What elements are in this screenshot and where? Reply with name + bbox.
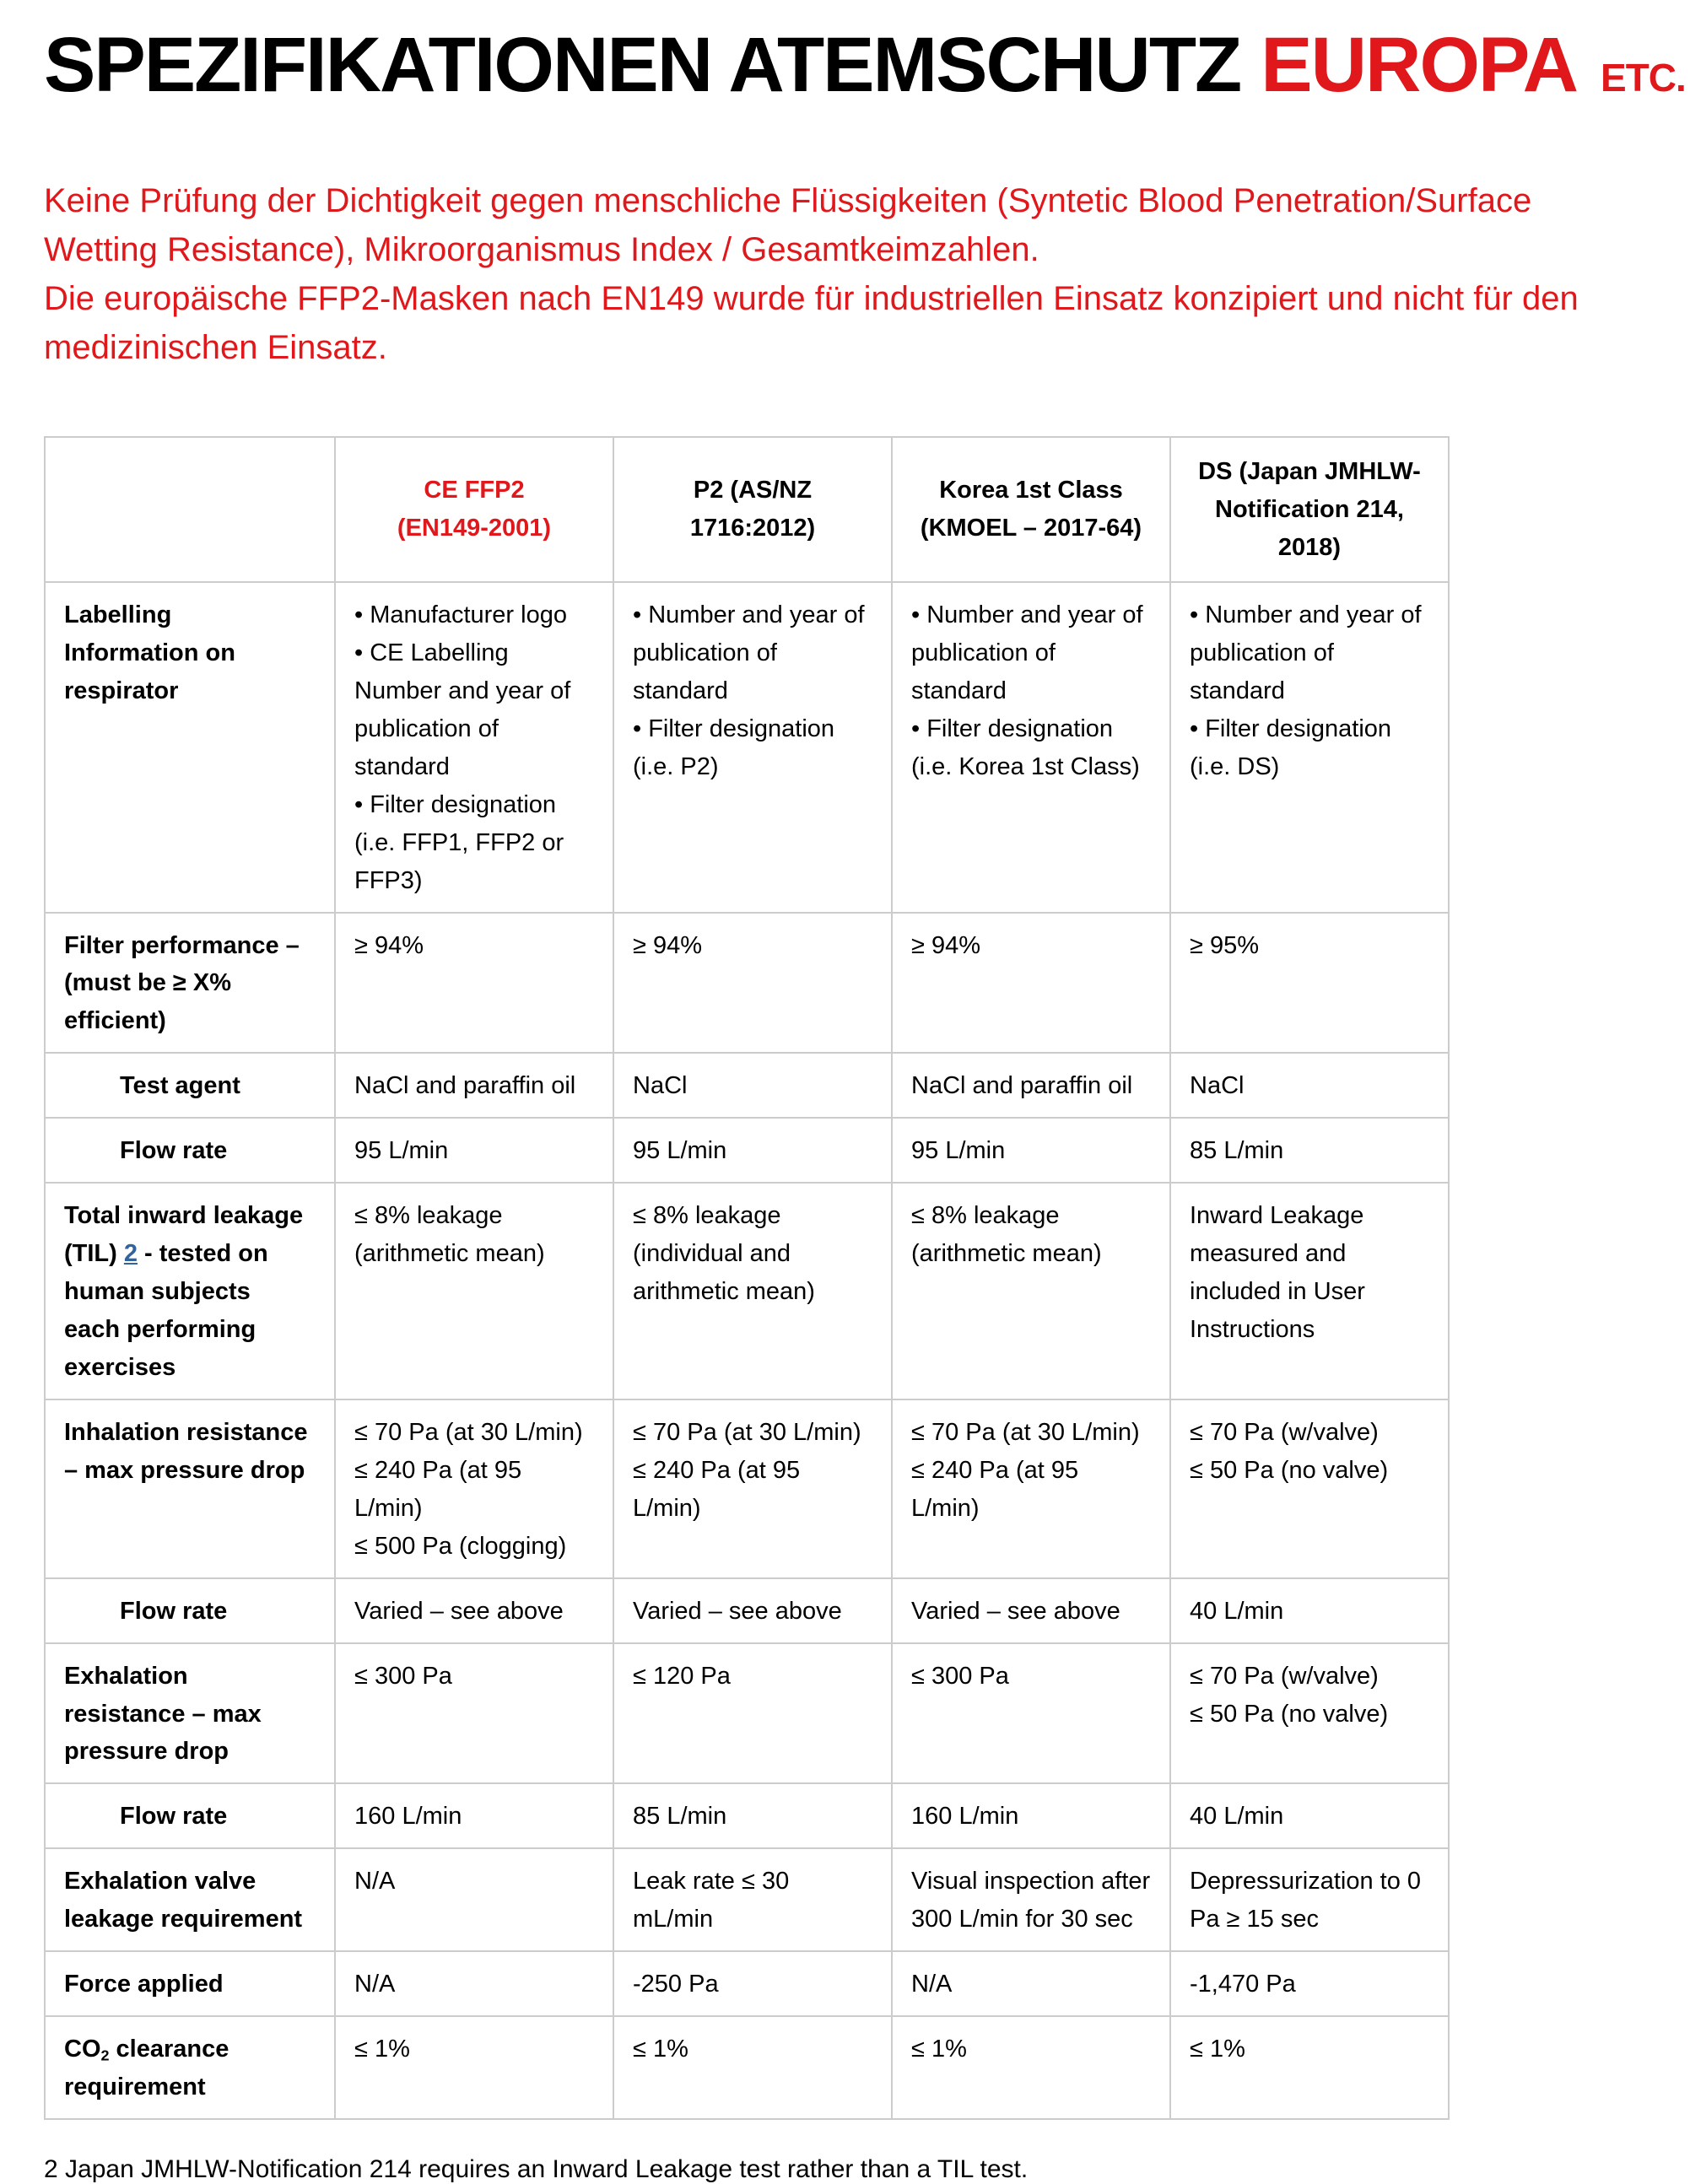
page-title xyxy=(44,22,1686,109)
table-cell: 160 L/min xyxy=(892,1783,1170,1848)
table-cell: ≤ 1% xyxy=(335,2016,613,2119)
page-title-suffix: ETC. xyxy=(1601,56,1686,100)
row-label-text: Total inward leakage (TIL) xyxy=(64,1202,304,1268)
table-row xyxy=(45,1578,1449,1643)
row-label: Filter performance – (must be ≥ X% efficient) xyxy=(45,913,335,1054)
table-cell: ≤ 70 Pa (w/valve) ≤ 50 Pa (no valve) xyxy=(1170,1643,1449,1784)
table-cell: 40 L/min xyxy=(1170,1578,1449,1643)
table-row xyxy=(45,1118,1449,1183)
table-cell: ≤ 1% xyxy=(1170,2016,1449,2119)
table-cell: ≤ 8% leakage (arithmetic mean) xyxy=(335,1183,613,1399)
table-cell: 95 L/min xyxy=(335,1118,613,1183)
table-cell: N/A xyxy=(892,1951,1170,2016)
table-cell: ≤ 120 Pa xyxy=(613,1643,892,1784)
table-cell: Visual inspection after 300 L/min for 30 sec xyxy=(892,1848,1170,1951)
table-cell: ≤ 1% xyxy=(892,2016,1170,2119)
row-label: Labelling Information on respirator xyxy=(45,582,335,913)
table-cell: ≤ 300 Pa xyxy=(335,1643,613,1784)
table-cell: 95 L/min xyxy=(613,1118,892,1183)
table-cell: ≤ 70 Pa (w/valve) ≤ 50 Pa (no valve) xyxy=(1170,1399,1449,1578)
table-cell: • Number and year of publication of standard • Filter designation (i.e. Korea 1st Class) xyxy=(892,582,1170,913)
table-cell: ≤ 300 Pa xyxy=(892,1643,1170,1784)
row-label: Test agent xyxy=(45,1053,335,1118)
table-row xyxy=(45,1848,1449,1951)
row-label-text: - tested on human subjects each performing exercises xyxy=(64,1240,268,1381)
intro-line-2: Die europäische FFP2-Masken nach EN149 wurde für industriellen Einsatz konzipiert und nicht für den medizinischen Einsatz. xyxy=(44,280,1579,367)
table-row xyxy=(45,1399,1449,1578)
table-cell: N/A xyxy=(335,1951,613,2016)
table-row xyxy=(45,1053,1449,1118)
column-header: CE FFP2 (EN149-2001) xyxy=(335,437,613,582)
table-cell: ≥ 94% xyxy=(335,913,613,1054)
table-cell: NaCl and paraffin oil xyxy=(335,1053,613,1118)
table-cell: • Number and year of publication of standard • Filter designation (i.e. P2) xyxy=(613,582,892,913)
table-cell: • Number and year of publication of standard • Filter designation (i.e. DS) xyxy=(1170,582,1449,913)
table-cell: Varied – see above xyxy=(613,1578,892,1643)
table-cell: NaCl xyxy=(1170,1053,1449,1118)
table-row xyxy=(45,1783,1449,1848)
table-row xyxy=(45,582,1449,913)
table-cell: -250 Pa xyxy=(613,1951,892,2016)
row-label: Flow rate xyxy=(45,1118,335,1183)
footnote-link-2[interactable]: 2 xyxy=(123,1240,138,1268)
footnote: 2 Japan JMHLW-Notification 214 requires an Inward Leakage test rather than a TIL test. xyxy=(44,2155,1029,2184)
table-cell: NaCl and paraffin oil xyxy=(892,1053,1170,1118)
table-cell: ≤ 1% xyxy=(613,2016,892,2119)
row-label xyxy=(45,2016,335,2119)
intro-paragraph xyxy=(44,176,1596,372)
column-header xyxy=(45,437,335,582)
row-label: Flow rate xyxy=(45,1578,335,1643)
table-cell: 40 L/min xyxy=(1170,1783,1449,1848)
table-row xyxy=(45,1951,1449,2016)
table-cell: ≥ 94% xyxy=(613,913,892,1054)
row-label: Force applied xyxy=(45,1951,335,2016)
table-cell: 95 L/min xyxy=(892,1118,1170,1183)
page-title-black: SPEZIFIKATIONEN ATEMSCHUTZ xyxy=(44,22,1241,108)
table-cell: 85 L/min xyxy=(613,1783,892,1848)
row-label: Exhalation valve leakage requirement xyxy=(45,1848,335,1951)
column-header: P2 (AS/NZ 1716:2012) xyxy=(613,437,892,582)
subscript-2: 2 xyxy=(100,2046,110,2064)
spec-table-head xyxy=(45,437,1449,582)
table-cell: Depressurization to 0 Pa ≥ 15 sec xyxy=(1170,1848,1449,1951)
table-cell: ≤ 70 Pa (at 30 L/min) ≤ 240 Pa (at 95 L/min) xyxy=(892,1399,1170,1578)
row-label: Exhalation resistance – max pressure drop xyxy=(45,1643,335,1784)
table-cell: ≤ 70 Pa (at 30 L/min) ≤ 240 Pa (at 95 L/min) xyxy=(613,1399,892,1578)
table-cell: 160 L/min xyxy=(335,1783,613,1848)
table-cell: ≤ 70 Pa (at 30 L/min) ≤ 240 Pa (at 95 L/min) ≤ 500 Pa (clogging) xyxy=(335,1399,613,1578)
table-cell: N/A xyxy=(335,1848,613,1951)
table-cell: Inward Leakage measured and included in User Instructions xyxy=(1170,1183,1449,1399)
table-cell: • Manufacturer logo • CE Labelling Number and year of publication of standard • Filter designation (i.e. FFP1, FFP2 or FFP3) xyxy=(335,582,613,913)
table-row xyxy=(45,1643,1449,1784)
table-cell: ≤ 8% leakage (individual and arithmetic mean) xyxy=(613,1183,892,1399)
table-cell: NaCl xyxy=(613,1053,892,1118)
row-label: Flow rate xyxy=(45,1783,335,1848)
table-cell: Varied – see above xyxy=(892,1578,1170,1643)
table-cell: ≤ 8% leakage (arithmetic mean) xyxy=(892,1183,1170,1399)
header-row xyxy=(45,437,1449,582)
table-cell: ≥ 95% xyxy=(1170,913,1449,1054)
page-title-red: EUROPA xyxy=(1261,22,1578,108)
row-label-text: CO xyxy=(64,2036,101,2063)
row-label xyxy=(45,1183,335,1399)
row-label-text: clearance requirement xyxy=(64,2036,229,2101)
table-cell: ≥ 94% xyxy=(892,913,1170,1054)
table-row xyxy=(45,1183,1449,1399)
column-header: DS (Japan JMHLW- Notification 214, 2018) xyxy=(1170,437,1449,582)
table-cell: Varied – see above xyxy=(335,1578,613,1643)
intro-line-1: Keine Prüfung der Dichtigkeit gegen menschliche Flüssigkeiten (Syntetic Blood Penetration/Surface Wetting Resistance), Mikroorganismus Index / Gesamtkeimzahlen. xyxy=(44,182,1532,269)
table-cell: -1,470 Pa xyxy=(1170,1951,1449,2016)
table-row xyxy=(45,2016,1449,2119)
spec-table-body xyxy=(45,582,1449,2119)
row-label: Inhalation resistance – max pressure drop xyxy=(45,1399,335,1578)
table-cell: Leak rate ≤ 30 mL/min xyxy=(613,1848,892,1951)
column-header: Korea 1st Class (KMOEL – 2017-64) xyxy=(892,437,1170,582)
table-cell: 85 L/min xyxy=(1170,1118,1449,1183)
spec-table xyxy=(44,436,1450,2120)
table-row xyxy=(45,913,1449,1054)
